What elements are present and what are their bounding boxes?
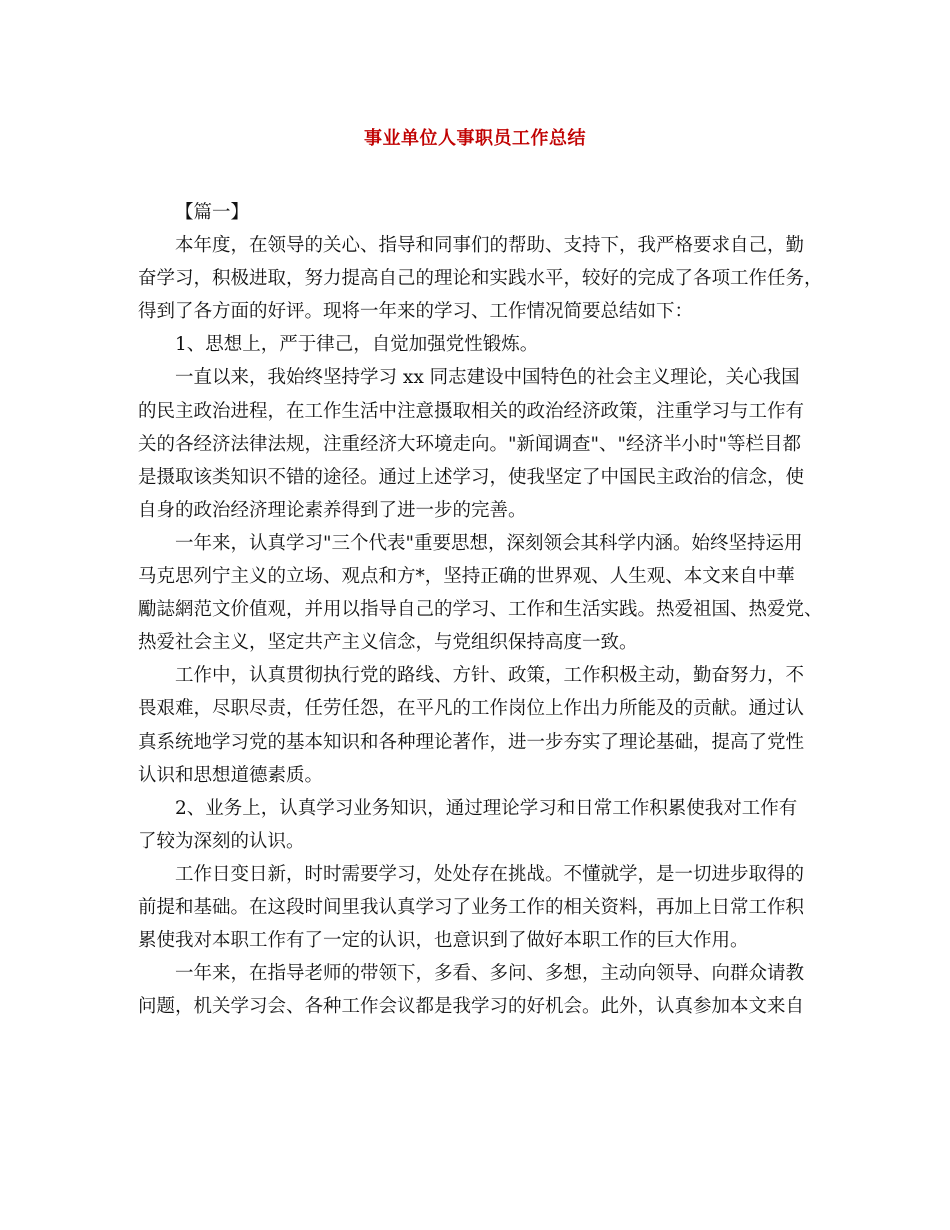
body-text-line: 一直以来，我始终坚持学习 xx 同志建设中国特色的社会主义理论，关心我国 <box>175 367 800 389</box>
body-text-line: 马克思列宁主义的立场、观点和方*，坚持正确的世界观、人生观、本文来自中華 <box>138 566 795 588</box>
body-text-line: 的民主政治进程，在工作生活中注意摄取相关的政治经济政策，注重学习与工作有 <box>138 400 805 422</box>
body-text-line: 一年来，认真学习"三个代表"重要思想，深刻领会其科学内涵。始终坚持运用 <box>175 532 803 554</box>
body-text-line: 自身的政治经济理论素养得到了进一步的完善。 <box>138 499 527 521</box>
body-text-line: 奋学习，积极进取，努力提高自己的理论和实践水平，较好的完成了各项工作任务， <box>138 268 823 290</box>
body-text-line: 2、业务上，认真学习业务知识，通过理论学习和日常工作积累使我对工作有 <box>175 797 798 819</box>
document-title: 事业单位人事职员工作总结 <box>364 128 586 149</box>
body-text-line: 问题，机关学习会、各种工作会议都是我学习的好机会。此外，认真参加本文来自 <box>138 996 805 1018</box>
body-text-line: 真系统地学习党的基本知识和各种理论著作，进一步夯实了理论基础，提高了党性 <box>138 731 805 753</box>
body-text-line: 了较为深刻的认识。 <box>138 830 305 852</box>
body-text-line: 勵誌網范文价值观，并用以指导自己的学习、工作和生活实践。热爱祖国、热爱党、 <box>138 599 823 621</box>
body-text-line: 1、思想上，严于律己，自觉加强党性锻炼。 <box>175 334 539 356</box>
body-text-line: 认识和思想道德素质。 <box>138 764 324 786</box>
document-body <box>138 196 828 1023</box>
body-text-line: 累使我对本职工作有了一定的认识，也意识到了做好本职工作的巨大作用。 <box>138 930 749 952</box>
body-text-line: 是摄取该类知识不错的途径。通过上述学习，使我坚定了中国民主政治的信念，使 <box>138 466 805 488</box>
body-text-line: 热爱社会主义，坚定共产主义信念，与党组织保持高度一致。 <box>138 632 638 654</box>
body-text-line: 工作中，认真贯彻执行党的路线、方针、政策，工作积极主动，勤奋努力，不 <box>175 665 805 687</box>
body-text-line: 关的各经济法律法规，注重经济大环境走向。"新闻调查"、"经济半小时"等栏目都 <box>138 433 802 455</box>
body-text-line: 【篇一】 <box>175 202 250 223</box>
body-text-line: 本年度，在领导的关心、指导和同事们的帮助、支持下，我严格要求自己，勤 <box>175 235 805 257</box>
body-text-line: 前提和基础。在这段时间里我认真学习了业务工作的相关资料，再加上日常工作积 <box>138 896 805 918</box>
body-text-line: 畏艰难，尽职尽责，任劳任怨，在平凡的工作岗位上作出力所能及的贡献。通过认 <box>138 698 805 720</box>
body-text-line: 得到了各方面的好评。现将一年来的学习、工作情况简要总结如下： <box>138 301 694 323</box>
body-text-line: 一年来，在指导老师的带领下，多看、多问、多想，主动向领导、向群众请教 <box>175 963 805 985</box>
body-text-line: 工作日变日新，时时需要学习，处处存在挑战。不懂就学，是一切进步取得的 <box>175 863 805 885</box>
